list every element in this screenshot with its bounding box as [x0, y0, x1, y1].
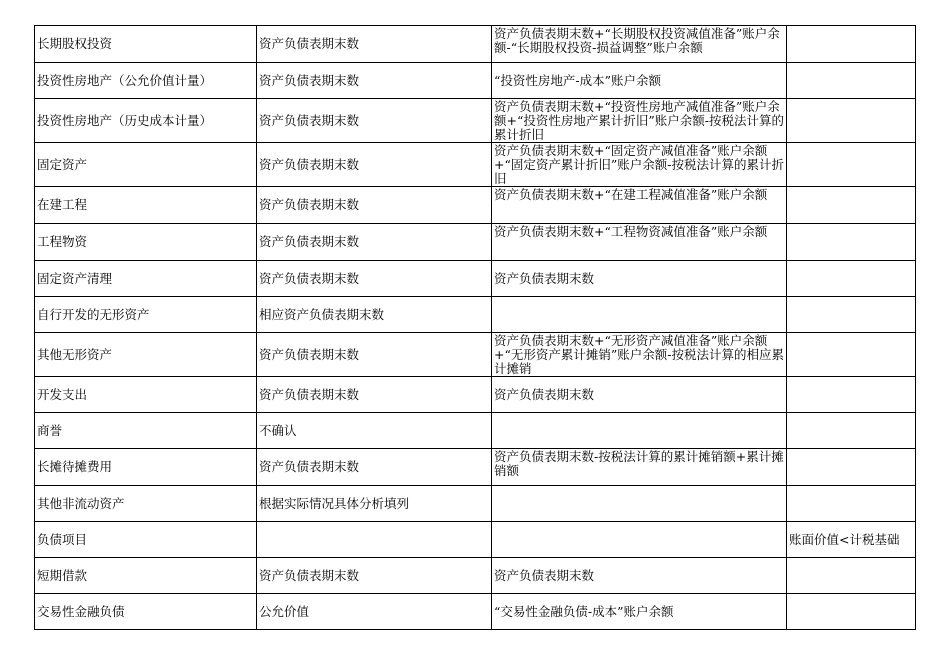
table-row	[35, 449, 916, 486]
table-cell-c2[interactable]: 资产负债表期末数	[257, 143, 492, 187]
table-cell-c3[interactable]: 资产负债表期末数+“无形资产减值准备”账户余额+“无形资产累计摊销”账户余额-按税法计算的相应累计摊销	[492, 333, 787, 377]
table-cell-c1[interactable]: 长摊待摊费用	[35, 449, 257, 486]
table-row	[35, 143, 916, 187]
table-cell-c2[interactable]: 相应资产负债表期末数	[257, 297, 492, 333]
table-cell-c1[interactable]: 固定资产清理	[35, 261, 257, 297]
table-cell-c4[interactable]	[787, 558, 916, 594]
table-cell-c4[interactable]	[787, 224, 916, 261]
table-cell-c2[interactable]: 资产负债表期末数	[257, 224, 492, 261]
table-body	[35, 26, 916, 630]
table-cell-c3[interactable]: “交易性金融负债-成本”账户余额	[492, 594, 787, 630]
table-cell-c1[interactable]: 负债项目	[35, 522, 257, 558]
table-row	[35, 99, 916, 143]
table-cell-c4[interactable]	[787, 333, 916, 377]
table-cell-c2[interactable]: 资产负债表期末数	[257, 261, 492, 297]
table-cell-c1[interactable]: 固定资产	[35, 143, 257, 187]
table-cell-c2[interactable]	[257, 522, 492, 558]
table-cell-c4[interactable]: 账面价值<计税基础	[787, 522, 916, 558]
table-row	[35, 413, 916, 449]
table-cell-c4[interactable]	[787, 449, 916, 486]
table-cell-c1[interactable]: 自行开发的无形资产	[35, 297, 257, 333]
table-row	[35, 486, 916, 522]
table-cell-c1[interactable]: 其他无形资产	[35, 333, 257, 377]
table-cell-c4[interactable]	[787, 261, 916, 297]
table-cell-c2[interactable]: 资产负债表期末数	[257, 558, 492, 594]
table-cell-c2[interactable]: 根据实际情况具体分析填列	[257, 486, 492, 522]
table-cell-c3[interactable]: “投资性房地产-成本”账户余额	[492, 63, 787, 99]
table-row	[35, 297, 916, 333]
table-cell-c1[interactable]: 投资性房地产（公允价值计量）	[35, 63, 257, 99]
table-cell-c1[interactable]: 其他非流动资产	[35, 486, 257, 522]
table-cell-c1[interactable]: 开发支出	[35, 377, 257, 413]
table-cell-c3[interactable]: 资产负债表期末数	[492, 558, 787, 594]
table-cell-c1[interactable]: 工程物资	[35, 224, 257, 261]
table-cell-c3[interactable]: 资产负债表期末数+“工程物资减值准备”账户余额	[492, 224, 787, 261]
table-cell-c3[interactable]: 资产负债表期末数	[492, 377, 787, 413]
table-cell-c4[interactable]	[787, 413, 916, 449]
table-cell-c2[interactable]: 资产负债表期末数	[257, 333, 492, 377]
table-cell-c4[interactable]	[787, 594, 916, 630]
table-row	[35, 522, 916, 558]
table-cell-c2[interactable]: 资产负债表期末数	[257, 99, 492, 143]
table-cell-c1[interactable]: 在建工程	[35, 187, 257, 224]
table-cell-c4[interactable]	[787, 377, 916, 413]
table-cell-c4[interactable]	[787, 297, 916, 333]
table-cell-c2[interactable]: 资产负债表期末数	[257, 63, 492, 99]
table-cell-c2[interactable]: 公允价值	[257, 594, 492, 630]
spreadsheet-table	[34, 25, 916, 630]
table-cell-c3[interactable]: 资产负债表期末数+“长期股权投资减值准备”账户余额-“长期股权投资-损益调整”账户余额	[492, 26, 787, 63]
table-row	[35, 187, 916, 224]
table-cell-c1[interactable]: 交易性金融负债	[35, 594, 257, 630]
table-cell-c3[interactable]: 资产负债表期末数	[492, 261, 787, 297]
table-cell-c4[interactable]	[787, 187, 916, 224]
table-row	[35, 63, 916, 99]
table-cell-c4[interactable]	[787, 143, 916, 187]
table-cell-c1[interactable]: 短期借款	[35, 558, 257, 594]
table-cell-c3[interactable]	[492, 486, 787, 522]
table-cell-c3[interactable]	[492, 522, 787, 558]
table-cell-c4[interactable]	[787, 26, 916, 63]
table-row	[35, 333, 916, 377]
table-cell-c3[interactable]: 资产负债表期末数+“在建工程减值准备”账户余额	[492, 187, 787, 224]
table-cell-c2[interactable]: 资产负债表期末数	[257, 449, 492, 486]
table-cell-c3[interactable]: 资产负债表期末数+“固定资产减值准备”账户余额+“固定资产累计折旧”账户余额-按税法计算的累计折旧	[492, 143, 787, 187]
table-cell-c3[interactable]: 资产负债表期末数-按税法计算的累计摊销额+累计摊销额	[492, 449, 787, 486]
table-cell-c2[interactable]: 不确认	[257, 413, 492, 449]
table-cell-c2[interactable]: 资产负债表期末数	[257, 26, 492, 63]
table-cell-c3[interactable]: 资产负债表期末数+“投资性房地产减值准备”账户余额+“投资性房地产累计折旧”账户余额-按税法计算的累计折旧	[492, 99, 787, 143]
table-cell-c1[interactable]: 商誉	[35, 413, 257, 449]
table-cell-c1[interactable]: 长期股权投资	[35, 26, 257, 63]
table-cell-c4[interactable]	[787, 99, 916, 143]
table-cell-c3[interactable]	[492, 413, 787, 449]
table-cell-c4[interactable]	[787, 63, 916, 99]
table-row	[35, 594, 916, 630]
table-row	[35, 377, 916, 413]
table-cell-c2[interactable]: 资产负债表期末数	[257, 377, 492, 413]
table-cell-c1[interactable]: 投资性房地产（历史成本计量）	[35, 99, 257, 143]
table-cell-c4[interactable]	[787, 486, 916, 522]
table-cell-c3[interactable]	[492, 297, 787, 333]
table-row	[35, 558, 916, 594]
table-cell-c2[interactable]: 资产负债表期末数	[257, 187, 492, 224]
table-row	[35, 26, 916, 63]
table-row	[35, 261, 916, 297]
table-row	[35, 224, 916, 261]
